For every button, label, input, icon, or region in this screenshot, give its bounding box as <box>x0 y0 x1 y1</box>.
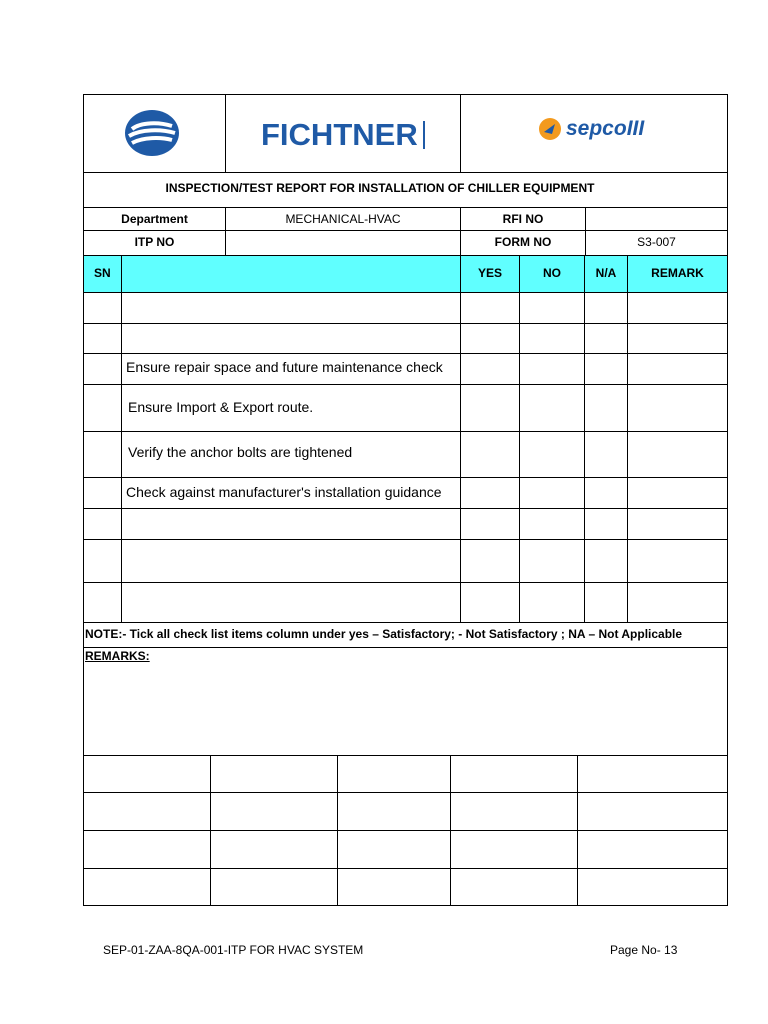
footer-page-number: Page No- 13 <box>610 943 678 957</box>
checklist-item-3: Ensure repair space and future maintenance check <box>126 359 443 375</box>
rfi-label: RFI NO <box>502 212 544 226</box>
header-na: N/A <box>595 266 617 280</box>
sepco-logo <box>538 113 658 145</box>
fichtner-logo-text: FICHTNER <box>261 117 418 152</box>
note-text: NOTE:- Tick all check list items column under yes – Satisfactory; - Not Satisfactory ; NA – Not Applicable <box>85 627 683 641</box>
sepco-emblem-icon <box>538 117 562 141</box>
form-value: S3-007 <box>637 235 676 249</box>
company-emblem-icon <box>123 108 181 158</box>
itp-label: ITP NO <box>134 235 175 249</box>
checklist-item-6: Check against manufacturer's installation guidance <box>126 484 442 500</box>
header-yes: YES <box>477 266 502 280</box>
header-remark: REMARK <box>651 266 704 280</box>
department-value: MECHANICAL-HVAC <box>285 212 401 226</box>
checklist-item-4: Ensure Import & Export route. <box>128 399 314 415</box>
form-label: FORM NO <box>494 235 552 249</box>
checklist-item-5: Verify the anchor bolts are tightened <box>128 444 353 460</box>
sepco-logo-text: sepcoIII <box>566 117 645 140</box>
remarks-label: REMARKS: <box>85 649 150 663</box>
report-title: INSPECTION/TEST REPORT FOR INSTALLATION OF CHILLER EQUIPMENT <box>165 181 595 195</box>
department-label: Department <box>121 212 188 226</box>
header-no: NO <box>543 266 561 280</box>
header-sn: SN <box>94 266 111 280</box>
fichtner-logo <box>261 118 426 152</box>
footer-doc-ref: SEP-01-ZAA-8QA-001-ITP FOR HVAC SYSTEM <box>103 943 364 957</box>
